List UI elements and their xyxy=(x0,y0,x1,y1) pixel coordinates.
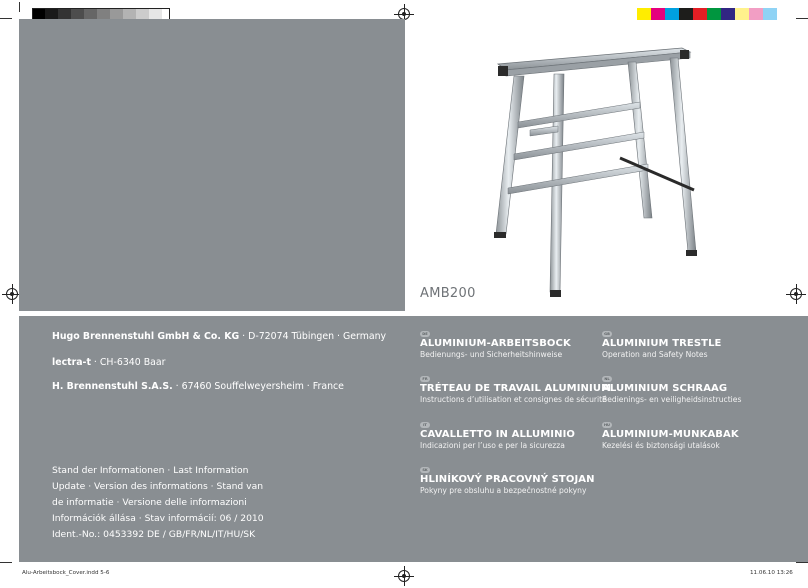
crop-mark xyxy=(796,18,808,19)
language-code-badge: DE xyxy=(420,331,430,337)
information-block xyxy=(52,463,264,543)
info-line: Ident.-No.: 0453392 DE / GB/FR/NL/IT/HU/SK xyxy=(52,529,256,540)
language-code-badge: IT xyxy=(420,422,430,428)
language-title: HLINÍKOVÝ PRACOVNÝ STOJAN xyxy=(420,474,595,485)
language-subtitle: Kezelési és biztonsági utalások xyxy=(602,441,720,450)
language-block-fr xyxy=(420,376,611,405)
footer-filename: Alu-Arbeitsbock_Cover.indd 5-6 xyxy=(22,570,110,576)
language-block-nl xyxy=(602,376,741,405)
color-swatch xyxy=(735,8,749,20)
color-swatch xyxy=(721,8,735,20)
language-block-sk xyxy=(420,467,595,496)
language-code-badge: GB xyxy=(602,331,612,337)
language-block-de xyxy=(420,331,571,360)
info-line: Információk állása · Stav informácií: 06 / 2010 xyxy=(52,513,264,524)
company-brennenstuhl-sas xyxy=(52,381,344,393)
language-title: ALUMINIUM-ARBEITSBOCK xyxy=(420,338,571,349)
language-subtitle: Pokyny pre obsluhu a bezpečnostné pokyny xyxy=(420,486,587,495)
trestle-product-image xyxy=(470,28,710,300)
company-address: · 67460 Souffelweyersheim · France xyxy=(172,381,344,392)
crop-mark xyxy=(0,18,12,19)
language-code-badge: HU xyxy=(602,422,612,428)
language-code-badge: NL xyxy=(602,376,612,382)
company-address: · CH-6340 Baar xyxy=(90,357,166,368)
language-title: ALUMINIUM-MUNKABAK xyxy=(602,429,739,440)
registration-mark-icon xyxy=(790,288,802,300)
company-name: lectra-t xyxy=(52,357,91,368)
language-title: ALUMINIUM TRESTLE xyxy=(602,338,722,349)
info-line: Update · Version des informations · Stand van xyxy=(52,481,264,492)
language-title: CAVALLETTO IN ALLUMINIO xyxy=(420,429,576,440)
registration-mark-icon xyxy=(6,288,18,300)
model-number: AMB200 xyxy=(420,286,476,301)
company-name: H. Brennenstuhl S.A.S. xyxy=(52,381,173,392)
color-swatch xyxy=(749,8,763,20)
company-lectra-t xyxy=(52,357,165,369)
color-swatch xyxy=(707,8,721,20)
crop-mark xyxy=(796,562,808,563)
cover-grey-panel xyxy=(19,19,405,311)
info-line: de informatie · Versione delle informazioni xyxy=(52,497,247,508)
color-swatch xyxy=(679,8,693,20)
language-block-hu xyxy=(602,422,739,451)
language-subtitle: Instructions d’utilisation et consignes de sécurité xyxy=(420,395,607,404)
language-subtitle: Bedienings- en veiligheidsinstructies xyxy=(602,395,742,404)
language-subtitle: Indicazioni per l’uso e per la sicurezza xyxy=(420,441,565,450)
info-line: Stand der Informationen · Last Information xyxy=(52,465,249,476)
language-code-badge: FR xyxy=(420,376,430,382)
color-swatch xyxy=(651,8,665,20)
language-title: TRÉTEAU DE TRAVAIL ALUMINIUM xyxy=(420,383,612,394)
language-subtitle: Bedienungs- und Sicherheitshinweise xyxy=(420,350,563,359)
crop-mark xyxy=(19,2,20,12)
company-name: Hugo Brennenstuhl GmbH & Co. KG xyxy=(52,331,240,342)
language-code-badge: SK xyxy=(420,467,430,473)
color-swatch xyxy=(763,8,777,20)
footer-datetime: 11.06.10 13:26 xyxy=(750,570,793,576)
color-swatch xyxy=(665,8,679,20)
company-address: · D-72074 Tübingen · Germany xyxy=(239,331,387,342)
language-title: ALUMINIUM SCHRAAG xyxy=(602,383,728,394)
language-subtitle: Operation and Safety Notes xyxy=(602,350,708,359)
registration-mark-icon xyxy=(398,570,410,582)
language-block-gb xyxy=(602,331,721,360)
crop-mark xyxy=(0,562,12,563)
color-swatch xyxy=(693,8,707,20)
language-block-it xyxy=(420,422,575,451)
color-swatch xyxy=(637,8,651,20)
company-hugo-brennenstuhl xyxy=(52,331,386,343)
